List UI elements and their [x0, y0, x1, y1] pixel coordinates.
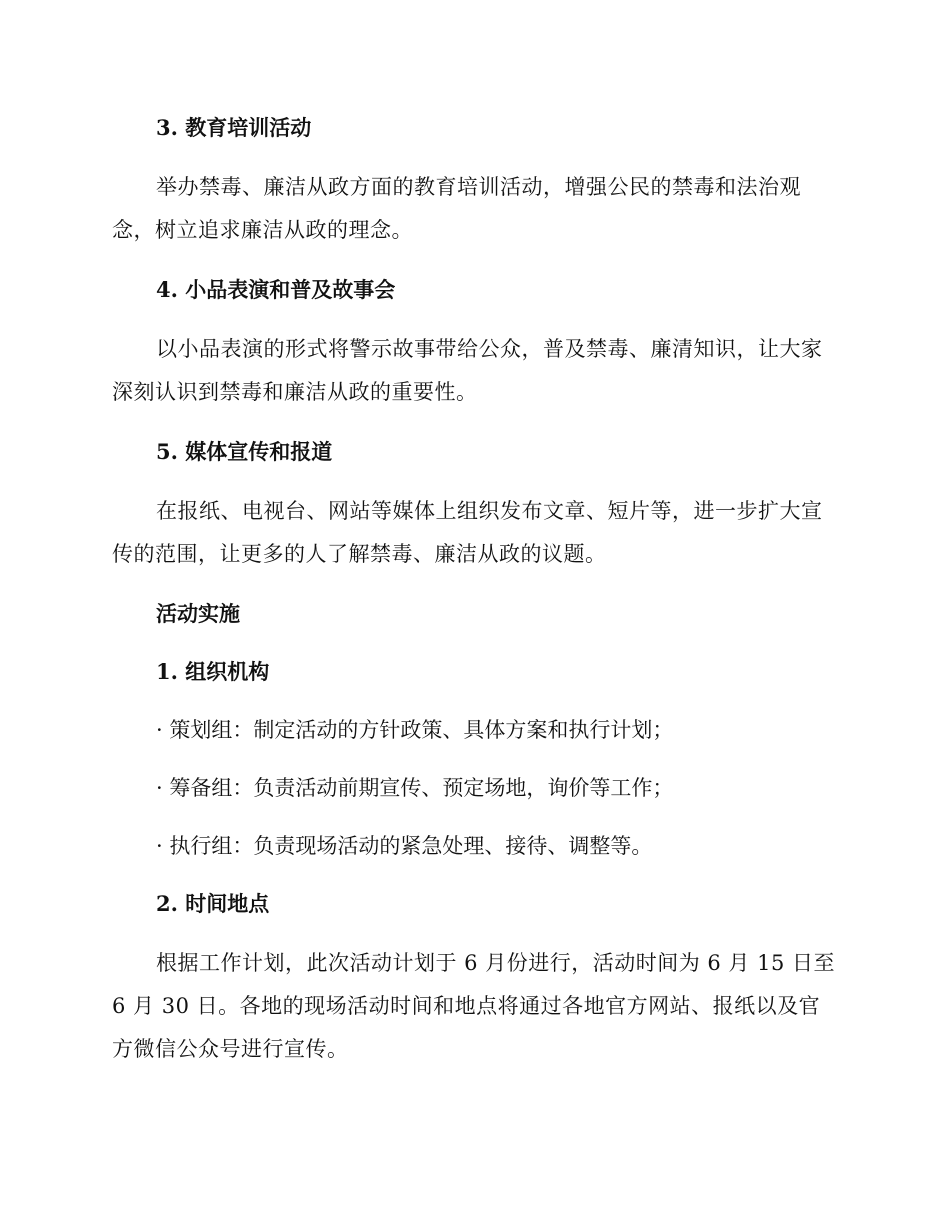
section-heading-skit: 4. 小品表演和普及故事会 [156, 277, 396, 302]
org-heading: 1. 组织机构 [156, 659, 270, 684]
section-heading-media: 5. 媒体宣传和报道 [156, 439, 333, 464]
org-item-execution: · 执行组：负责现场活动的紧急处理、接待、调整等。 [156, 834, 653, 858]
section-body-skit: 以小品表演的形式将警示故事带给公众，普及禁毒、廉清知识，让大家深刻认识到禁毒和廉洁从政的重要性。 [112, 337, 823, 404]
org-item-planning: · 策划组：制定活动的方针政策、具体方案和执行计划； [156, 718, 674, 742]
org-item-preparation: · 筹备组：负责活动前期宣传、预定场地，询价等工作； [156, 776, 674, 800]
section-body-media: 在报纸、电视台、网站等媒体上组织发布文章、短片等，进一步扩大宣传的范围，让更多的人了解禁毒、廉洁从政的议题。 [112, 499, 823, 566]
time-body: 根据工作计划，此次活动计划于 6 月份进行，活动时间为 6 月 15 日至 6 月 30 日。各地的现场活动时间和地点将通过各地官方网站、报纸以及官方微信公众号进行宣传。 [112, 951, 835, 1061]
section-heading-education: 3. 教育培训活动 [156, 115, 312, 140]
implementation-heading: 活动实施 [156, 601, 240, 626]
section-body-education: 举办禁毒、廉洁从政方面的教育培训活动，增强公民的禁毒和法治观念，树立追求廉洁从政的理念。 [112, 175, 801, 242]
time-heading: 2. 时间地点 [156, 891, 270, 916]
